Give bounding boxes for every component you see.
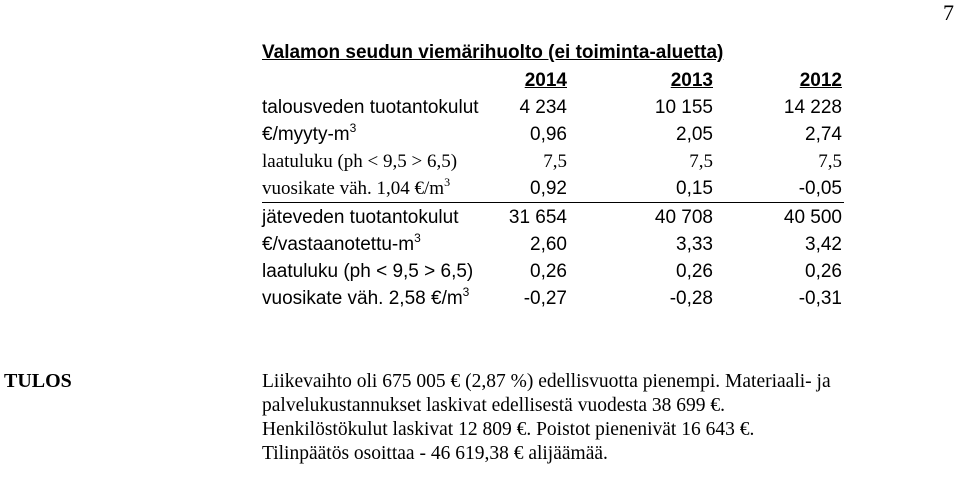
row-label: $€/myyty-m^3$ [262,121,357,145]
table-row [0,285,960,314]
value-2014: 0,96 [530,124,567,145]
section-title: Valamon seudun viemärihuolto (ei toiminta-aluetta) [262,42,724,63]
row-label: jäteveden tuotantokulut [262,207,459,228]
row-label: laatuluku (ph < 9,5 > 6,5) [262,151,458,172]
table-row [0,207,960,233]
table-row [0,175,960,204]
row-label: $€/vastaanotettu-m^3$ [262,231,421,255]
value-2014: -0,27 [523,288,567,309]
value-2013: 3,33 [676,234,713,255]
value-2013: 2,05 [676,124,713,145]
result-line: Henkilöstökulut laskivat 12 809 €. Poistot pienenivät 16 643 €. [262,419,755,440]
value-2014: 2,60 [530,234,567,255]
value-2013: 0,26 [676,261,713,282]
value-2014: 31 654 [508,207,567,228]
value-2014: 7,5 [543,151,567,172]
row-label: vuosikate väh. 1,04 $€/m^3$ [262,175,451,199]
value-2012: 0,26 [805,261,842,282]
result-line: palvelukustannukset laskivat edellisestä vuodesta 38 699 €. [262,395,726,416]
value-2012: -0,05 [798,178,842,199]
value-2013: 7,5 [689,151,713,172]
row-label: laatuluku (ph < 9,5 > 6,5) [262,261,474,282]
year-2013: 2013 [670,70,713,91]
section-divider [262,202,844,203]
row-label: talousveden tuotantokulut [262,97,479,118]
page-number: 7 [943,0,954,25]
year-2014: 2014 [524,70,567,91]
value-2012: -0,31 [798,288,842,309]
value-2013: -0,28 [669,288,713,309]
row-label: vuosikate väh. 2,58 $€/m^3$ [262,285,470,309]
value-2012: 3,42 [805,234,842,255]
table-row [0,261,960,287]
table-row [0,121,960,150]
result-line: Liikevaihto oli 675 005 € (2,87 %) edellisvuotta pienempi. Materiaali- ja [262,371,831,392]
result-text [262,370,958,466]
result-line: Tilinpäätös osoittaa - 46 619,38 € alijäämää. [262,443,608,464]
value-2014: 0,92 [530,178,567,199]
table-row [0,151,960,177]
table-row [0,231,960,260]
result-heading: TULOS [4,370,72,392]
value-2013: 40 708 [654,207,713,228]
value-2012: 40 500 [783,207,842,228]
value-2014: 4 234 [519,97,567,118]
value-2012: 7,5 [818,151,842,172]
value-2012: 2,74 [805,124,842,145]
year-2012: 2012 [799,70,842,91]
value-2012: 14 228 [783,97,842,118]
year-header-row [0,70,960,96]
value-2014: 0,26 [530,261,567,282]
value-2013: 0,15 [676,178,713,199]
table-row [0,97,960,123]
value-2013: 10 155 [654,97,713,118]
